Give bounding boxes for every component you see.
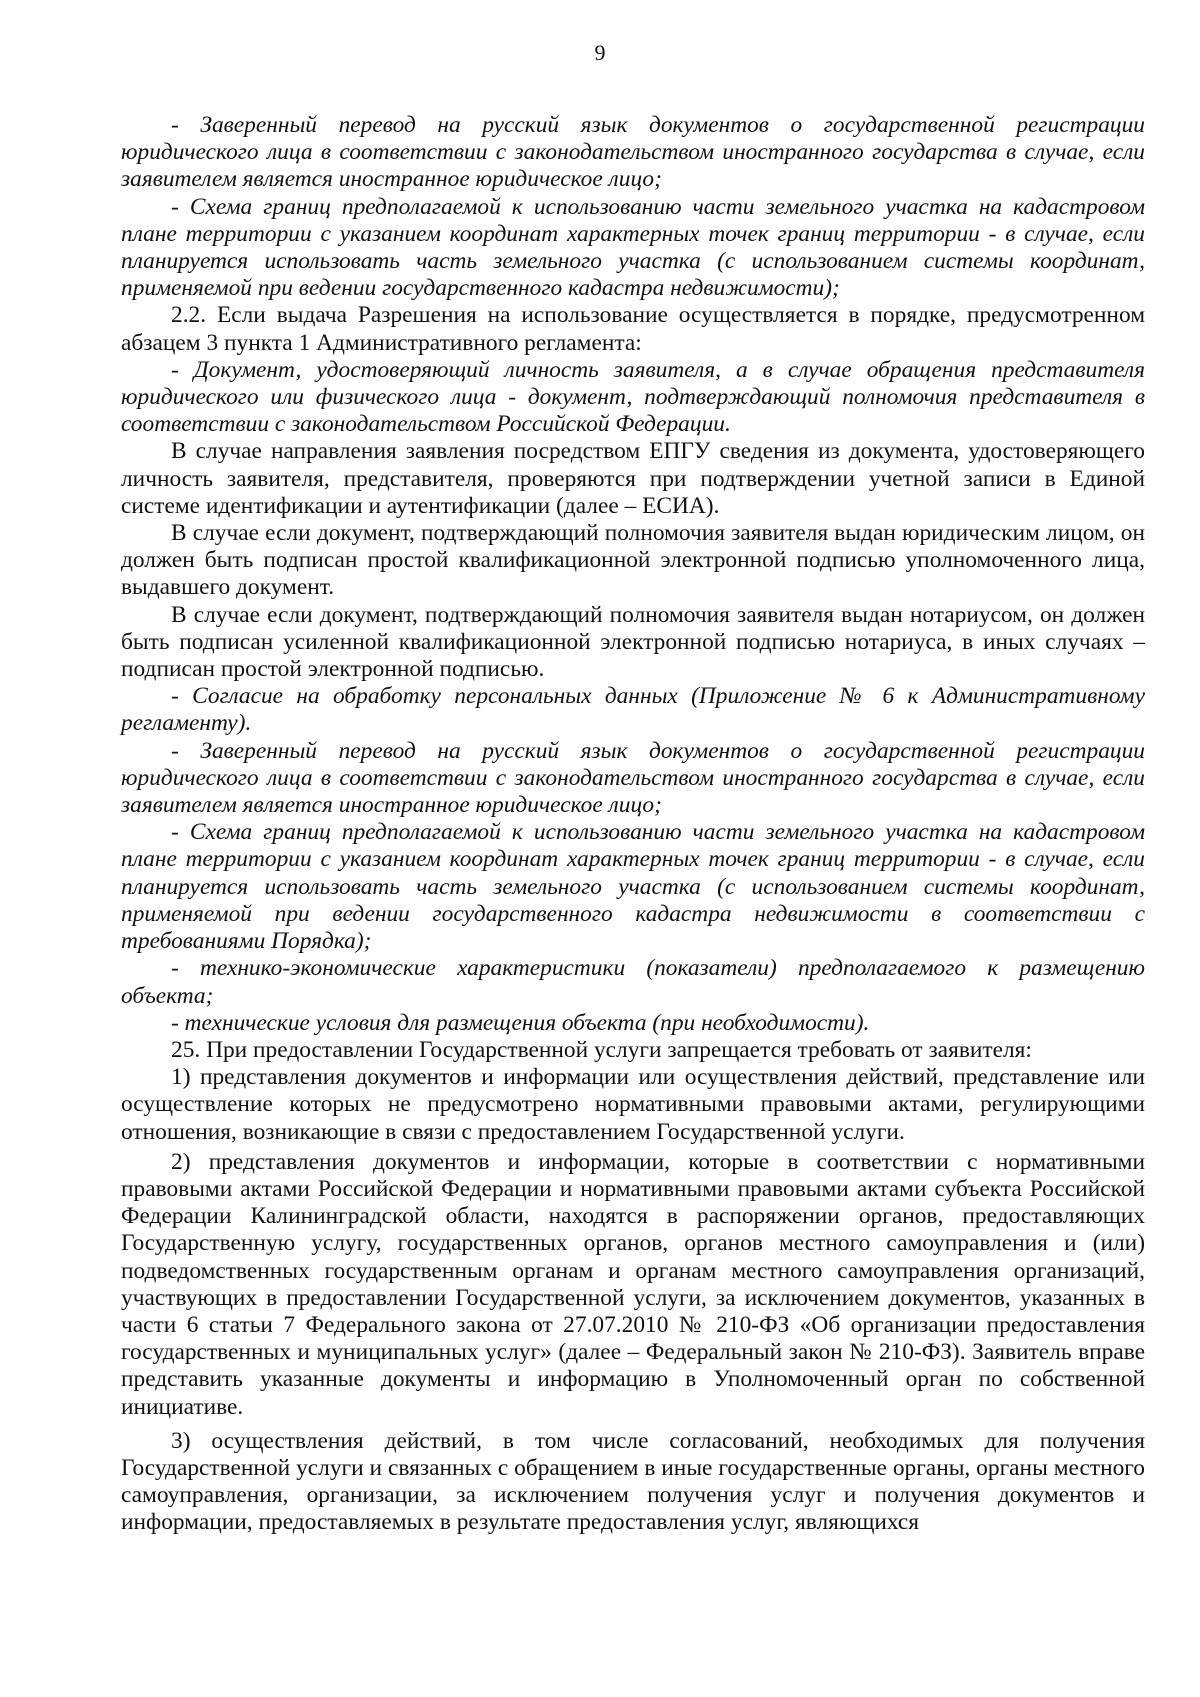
paragraph-boundary-scheme-2: - Схема границ предполагаемой к использованию части земельного участка на кадастровом плане территории с указанием координат характерных точек границ территории - в случае, если планируется использовать часть земельного участка (с использованием системы координат, применяемой при ведении государственного кадастра недвижимости в соответствии с требованиями Порядка);: [121, 819, 1145, 955]
paragraph-translated-docs: - Заверенный перевод на русский язык документов о государственной регистрации юридического лица в соответствии с законодательством иностранного государства в случае, если заявителем является иностранное юридическое лицо;: [121, 112, 1145, 193]
paragraph-technical-conditions: - технические условия для размещения объекта (при необходимости).: [171, 1009, 870, 1036]
paragraph-epgu-application: В случае направления заявления посредством ЕПГУ сведения из документа, удостоверяющего личность заявителя, представителя, проверяются при подтверждении учетной записи в Единой системе идентификации и аутентификации (далее – ЕСИА).: [121, 438, 1145, 519]
paragraph-personal-data-consent: - Согласие на обработку персональных данных (Приложение № 6 к Административному регламенту).: [121, 683, 1145, 737]
paragraph-translated-docs-2: - Заверенный перевод на русский язык документов о государственной регистрации юридического лица в соответствии с законодательством иностранного государства в случае, если заявителем является иностранное юридическое лицо;: [121, 737, 1145, 819]
paragraph-technical-economic: - технико-экономические характеристики (показатели) предполагаемого к размещению объекта;: [121, 955, 1145, 1009]
page-number: 9: [594, 40, 606, 65]
paragraph-item-1: 1) представления документов и информации или осуществления действий, представление или осуществление которых не предусмотрено нормативными правовыми актами, регулирующими отношения, возникающие в связи с предоставлением Государственной услуги.: [121, 1064, 1145, 1145]
paragraph-section-2-2: 2.2. Если выдача Разрешения на использование осуществляется в порядке, предусмотренном абзацем 3 пункта 1 Административного регламента:: [121, 302, 1145, 356]
paragraph-item-3: 3) осуществления действий, в том числе согласований, необходимых для получения Государственной услуги и связанных с обращением в иные государственные органы, органы местного самоуправления, организации, за исключением получения услуг и получения документов и информации, предоставляемых в результате предоставления услуг, являющихся: [121, 1427, 1145, 1536]
paragraph-item-2: 2) представления документов и информации, которые в соответствии с нормативными правовыми актами Российской Федерации и нормативными правовыми актами субъекта Российской Федерации Калининградской области, находятся в распоряжении органов, предоставляющих Государственную услугу, государственных органов, органов местного самоуправления и (или) подведомственных государственным органам и органам местного самоуправления организаций, участвующих в предоставлении Государственной услуги, за исключением документов, указанных в части 6 статьи 7 Федерального закона от 27.07.2010 № 210-ФЗ «Об организации предоставления государственных и муниципальных услуг» (далее – Федеральный закон № 210-ФЗ). Заявитель вправе представить указанные документы и информацию в Уполномоченный орган по собственной инициативе.: [121, 1148, 1145, 1420]
paragraph-notary-signature: В случае если документ, подтверждающий полномочия заявителя выдан нотариусом, он должен быть подписан усиленной квалификационной электронной подписью нотариуса, в иных случаях – подписан простой электронной подписью.: [121, 601, 1145, 683]
paragraph-section-25: 25. При предоставлении Государственной услуги запрещается требовать от заявителя:: [171, 1036, 1032, 1063]
paragraph-identity-document: - Документ, удостоверяющий личность заявителя, а в случае обращения представителя юридического или физического лица - документ, подтверждающий полномочия представителя в соответствии с законодательством Российской Федерации.: [121, 356, 1145, 438]
document-body: [121, 112, 1145, 1537]
paragraph-boundary-scheme: - Схема границ предполагаемой к использованию части земельного участка на кадастровом плане территории с указанием координат характерных точек границ территории - в случае, если планируется использовать часть земельного участка (с использованием системы координат, применяемой при ведении государственного кадастра недвижимости);: [121, 193, 1145, 302]
paragraph-legal-entity-signature: В случае если документ, подтверждающий полномочия заявителя выдан юридическим лицом, он должен быть подписан простой квалификационной электронной подписью уполномоченного лица, выдавшего документ.: [121, 520, 1145, 601]
